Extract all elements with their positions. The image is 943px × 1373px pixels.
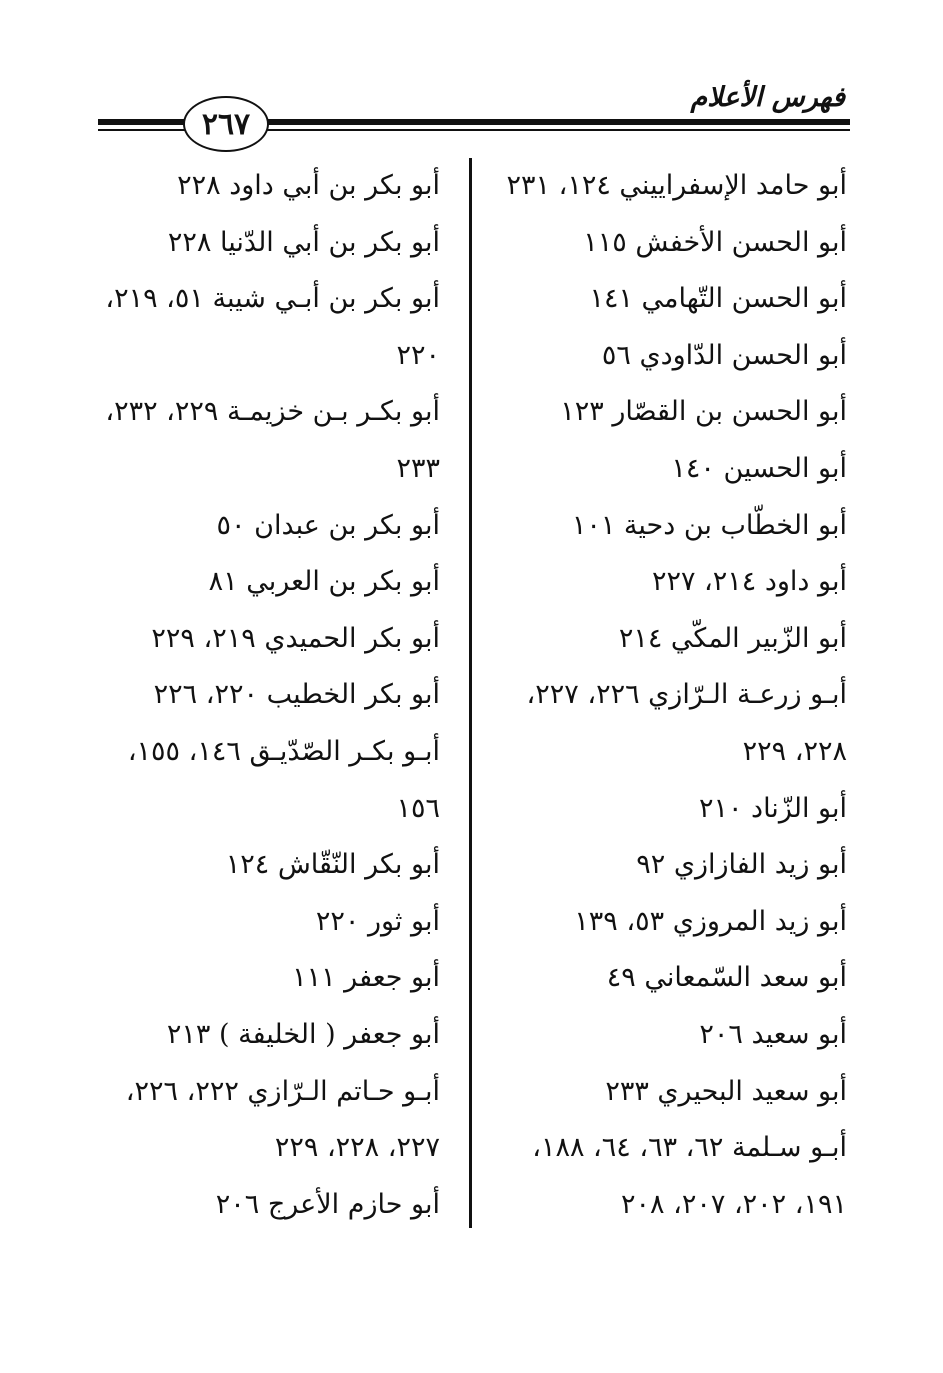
index-entry: أبو زيد المروزي ٥٣، ١٣٩ [574,905,847,937]
index-entry: أبو بكر بن عبدان ٥٠ [216,509,440,541]
column-divider [469,158,472,1228]
index-entry: أبو بكـر بـن خزيمـة ٢٢٩، ٢٣٢، [105,396,440,428]
index-entry-continuation: ٢٢٠ [396,339,440,371]
index-entry: أبو الحسن الدّاودي ٥٦ [601,339,847,371]
page-number-badge [183,96,269,152]
index-entry: أبو زيد الفازازي ٩٢ [636,849,847,881]
index-entry: أبو بكر بن أبي الدّنيا ٢٢٨ [167,226,440,258]
index-entry: أبـو زرعـة الـرّازي ٢٢٦، ٢٢٧، [526,679,847,711]
index-entry: أبو حامد الإسفراييني ١٢٤، ٢٣١ [506,170,847,201]
index-entry: أبو بكر بن أبـي شيبة ٥١، ٢١٩، [105,283,440,315]
index-entry: أبو سعد السّمعاني ٤٩ [606,962,847,994]
index-entry: أبو الحسين ١٤٠ [671,452,847,484]
index-entry: أبو بكر بن أبي داود ٢٢٨ [177,170,440,201]
index-entry: أبـو سـلمة ٦٢، ٦٣، ٦٤، ١٨٨، [532,1132,847,1164]
index-entry: أبو جعفر ١١١ [292,962,440,994]
index-column-left [80,158,440,1233]
index-entry: أبو بكر بن العربي ٨١ [208,566,440,598]
index-entry: أبو حازم الأعرج ٢٠٦ [215,1188,440,1220]
page-header-title: فهرس الأعلام [690,82,845,113]
index-entry: أبو الحسن الأخفش ١١٥ [583,226,847,258]
index-entry-continuation: ٢٣٣ [396,452,440,484]
index-entry: أبو ثور ٢٢٠ [315,905,440,937]
index-entry: أبو داود ٢١٤، ٢٢٧ [651,566,847,598]
index-column-right [487,158,847,1233]
index-entry: أبو الزّبير المكّي ٢١٤ [618,622,847,654]
index-entry: أبـو بكـر الصّدّيـق ١٤٦، ١٥٥، [127,735,440,767]
index-entry-continuation: ١٥٦ [396,792,440,824]
page-number: ٢٦٧ [201,106,251,142]
index-entry: أبـو حـاتم الـرّازي ٢٢٢، ٢٢٦، [125,1075,440,1107]
index-entry-continuation: ١٩١، ٢٠٢، ٢٠٧، ٢٠٨ [621,1188,847,1220]
index-entry: أبو بكر النّقّاش ١٢٤ [225,849,440,881]
index-entry: أبو سعيد البحيري ٢٣٣ [605,1075,847,1107]
index-entry-continuation: ٢٢٧، ٢٢٨، ٢٢٩ [274,1132,440,1164]
index-entry: أبو سعيد ٢٠٦ [699,1018,847,1050]
index-entry: أبو بكر الخطيب ٢٢٠، ٢٢٦ [153,679,440,711]
index-entry-continuation: ٢٢٨، ٢٢٩ [742,735,847,767]
index-entry: أبو الحسن التّهامي ١٤١ [589,283,847,315]
index-entry: أبو بكر الحميدي ٢١٩، ٢٢٩ [151,622,440,654]
index-entry: أبو الزّناد ٢١٠ [698,792,847,824]
index-entry: أبو جعفر ( الخليفة ) ٢١٣ [166,1018,440,1050]
index-entry: أبو الخطّاب بن دحية ١٠١ [571,509,847,541]
index-entry: أبو الحسن بن القصّار ١٢٣ [560,396,847,428]
